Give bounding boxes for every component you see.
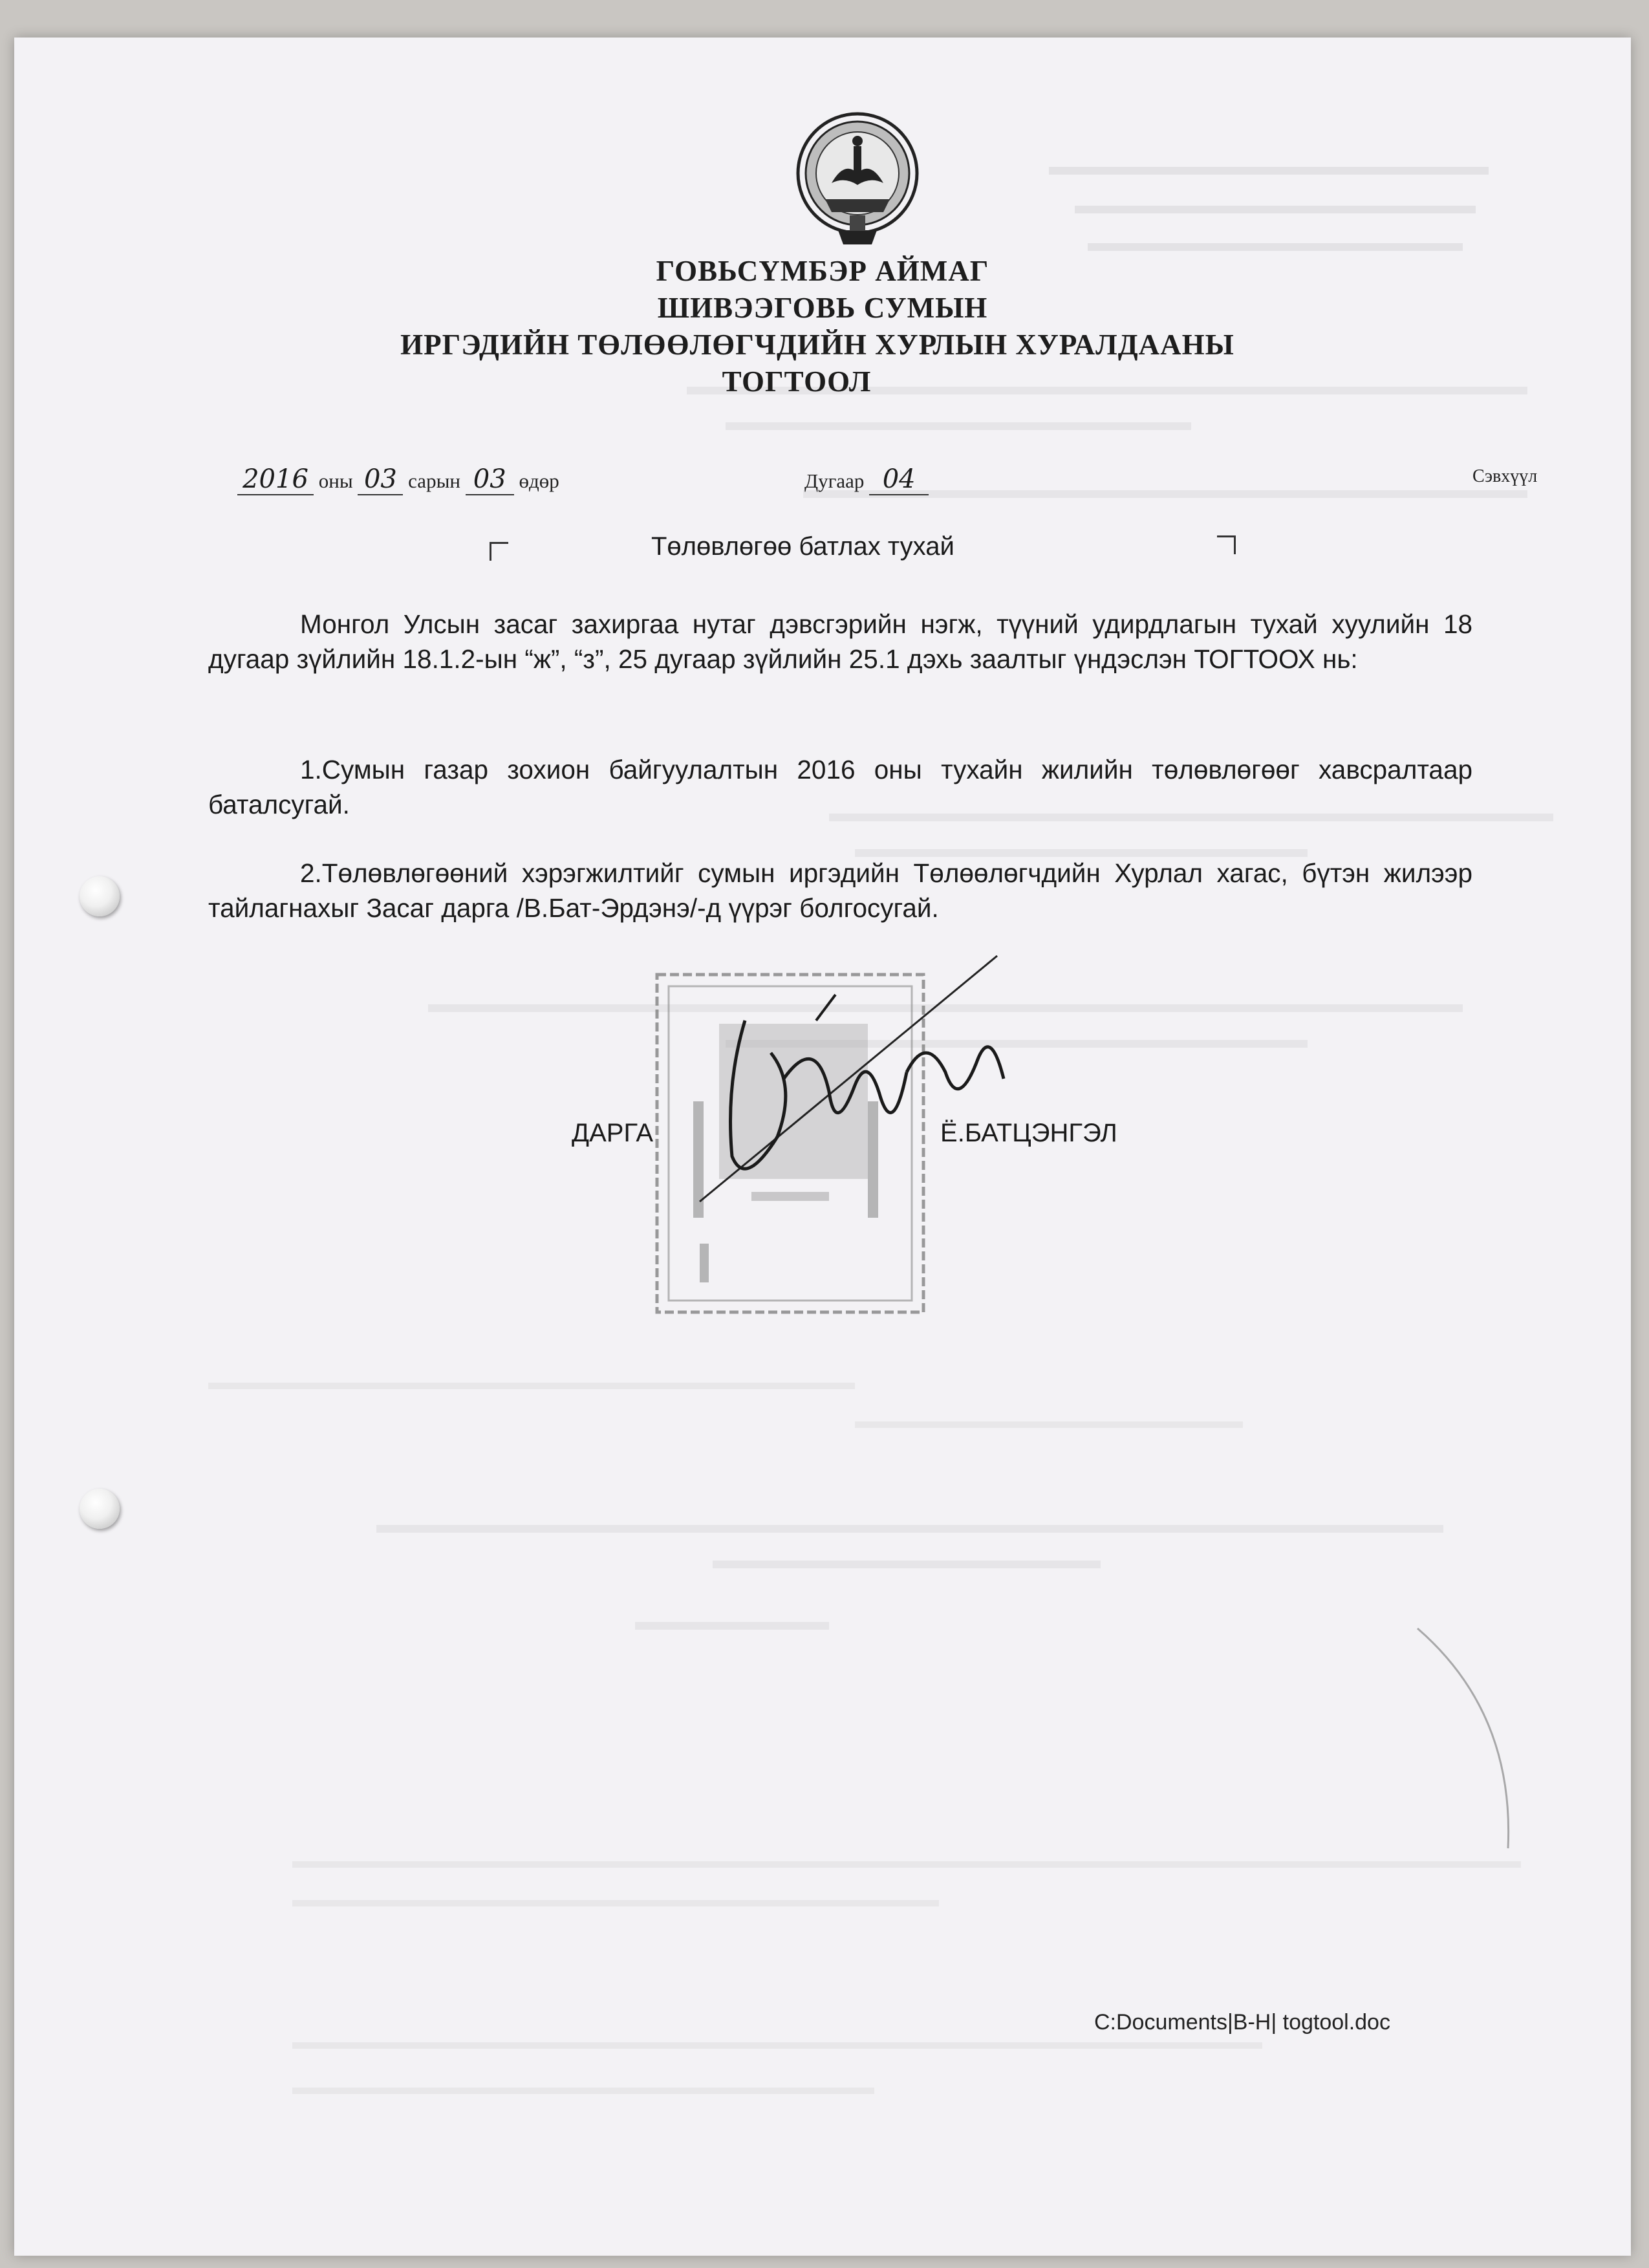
header-resolution-title: ТОГТООЛ — [722, 365, 872, 398]
number-label: Дугаар — [804, 470, 865, 492]
body-intro: Монгол Улсын засаг захиргаа нутаг дэвсгэрийн нэгж, түүний удирдлагын тухай хуулийн 18 дугаар зүйлийн 18.1.2-ын “ж”, “з”, 25 дугаар зүйлийн 25.1 дэхь заалтыг үндэслэн ТОГТООХ нь: — [208, 609, 1472, 674]
date-day-suffix: өдөр — [519, 470, 559, 492]
header-aimag: ГОВЬСҮМБЭР АЙМАГ — [656, 255, 989, 287]
handwritten-signature — [687, 943, 1036, 1215]
state-emblem-icon — [793, 109, 922, 257]
footer-filepath: C:Documents|B-H| togtool.doc — [1094, 2010, 1390, 2035]
date-month: 03 — [358, 464, 403, 495]
number-value: 04 — [869, 464, 929, 495]
subject-bracket-left — [490, 542, 508, 561]
date-year-suffix: оны — [318, 470, 353, 492]
document-page — [14, 38, 1631, 2256]
subject-bracket-right — [1217, 535, 1236, 554]
signature-name: Ё.БАТЦЭНГЭЛ — [940, 1119, 1117, 1147]
body-item-1: 1.Сумын газар зохион байгуулалтын 2016 оны тухайн жилийн төлөвлөгөөг хавсралтаар баталсугай. — [208, 755, 1472, 819]
punch-hole-bottom — [80, 1489, 120, 1529]
date-day: 03 — [466, 464, 514, 495]
place-name: Сэвхүүл — [1472, 466, 1538, 486]
pencil-mark — [1411, 1622, 1540, 1855]
resolution-number — [804, 464, 929, 495]
subject-line: Төлөвлөгөө батлах тухай — [651, 532, 954, 561]
signature-title: ДАРГА — [572, 1119, 654, 1147]
date-line — [237, 464, 559, 495]
punch-hole-top — [80, 876, 120, 916]
body-item-2: 2.Төлөвлөгөөний хэрэгжилтийг сумын иргэдийн Төлөөлөгчдийн Хурлал хагас, бүтэн жилээр тайлагнахыг Засаг дарга /В.Бат-Эрдэнэ/-д үүрэг болгосугай. — [208, 858, 1472, 923]
header-sum: ШИВЭЭГОВЬ СУМЫН — [657, 292, 988, 324]
header-council: ИРГЭДИЙН ТӨЛӨӨЛӨГЧДИЙН ХУРЛЫН ХУРАЛДААНЫ — [400, 329, 1234, 361]
date-month-suffix: сарын — [408, 470, 460, 492]
date-year: 2016 — [237, 464, 314, 495]
